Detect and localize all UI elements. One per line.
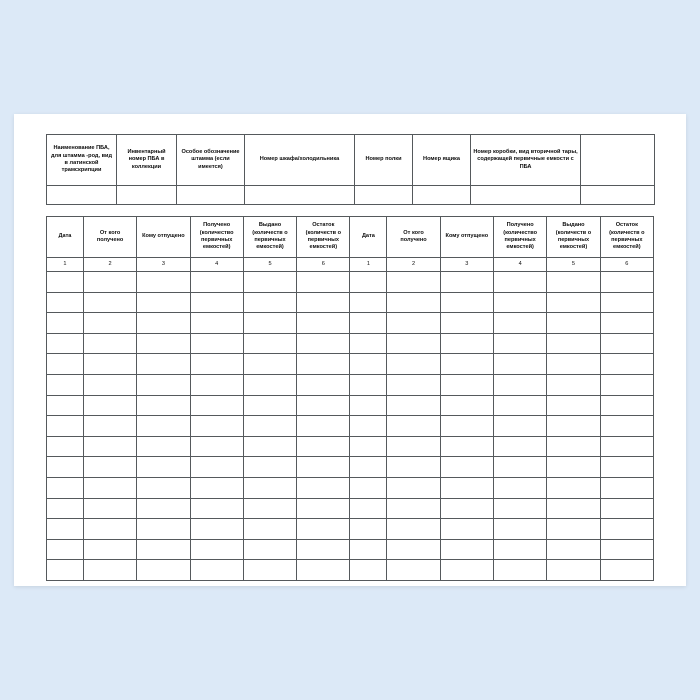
entry-cell[interactable]: [600, 395, 653, 416]
column-number-row: [47, 258, 654, 272]
table-row: [47, 477, 654, 498]
entry-cell[interactable]: [547, 457, 600, 478]
entry-cell[interactable]: [494, 292, 547, 313]
entry-cell[interactable]: [190, 519, 243, 540]
entry-cell[interactable]: [440, 498, 493, 519]
entry-cell[interactable]: [547, 374, 600, 395]
entry-cell[interactable]: [137, 292, 190, 313]
entry-cell[interactable]: [547, 539, 600, 560]
entry-cell[interactable]: [243, 519, 296, 540]
entry-cell[interactable]: [297, 498, 350, 519]
entry-cell[interactable]: [190, 477, 243, 498]
entry-cell[interactable]: [547, 292, 600, 313]
entry-cell[interactable]: [83, 354, 136, 375]
entry-cell[interactable]: [83, 457, 136, 478]
column-number: 2: [83, 258, 136, 272]
entry-cell[interactable]: [350, 436, 387, 457]
entry-cell[interactable]: [494, 519, 547, 540]
column-header-date-left: Дата: [47, 217, 84, 258]
table-row: [47, 519, 654, 540]
entry-cell[interactable]: [387, 519, 440, 540]
entry-cell[interactable]: [243, 457, 296, 478]
entry-cell[interactable]: [83, 416, 136, 437]
column-number: 1: [47, 258, 84, 272]
entry-cell[interactable]: [387, 560, 440, 581]
entry-cell[interactable]: [387, 333, 440, 354]
table-row: [47, 539, 654, 560]
entry-cell[interactable]: [83, 292, 136, 313]
entry-cell[interactable]: [47, 272, 84, 293]
entry-cell[interactable]: [297, 457, 350, 478]
entry-cell[interactable]: [440, 272, 493, 293]
header-cell-cabinet-number: Номер шкафа/холодильника: [245, 135, 355, 186]
entry-cell[interactable]: [350, 477, 387, 498]
entry-cell[interactable]: [47, 292, 84, 313]
entry-cell[interactable]: [243, 313, 296, 334]
entry-cell[interactable]: [137, 436, 190, 457]
entry-cell[interactable]: [297, 436, 350, 457]
entry-cell[interactable]: [190, 560, 243, 581]
entry-cell[interactable]: [47, 519, 84, 540]
entry-cell[interactable]: [600, 272, 653, 293]
entry-cell[interactable]: [137, 498, 190, 519]
entry-cell[interactable]: [137, 354, 190, 375]
entry-cell[interactable]: [83, 539, 136, 560]
header-cell-inventory-number: Инвентарный номер ПБА в коллекции: [117, 135, 177, 186]
entry-cell[interactable]: [297, 272, 350, 293]
entry-cell[interactable]: [440, 416, 493, 437]
entry-cell[interactable]: [243, 477, 296, 498]
entry-cell[interactable]: [47, 457, 84, 478]
entry-cell[interactable]: [83, 560, 136, 581]
entry-cell[interactable]: [413, 186, 471, 205]
entry-cell[interactable]: [47, 395, 84, 416]
column-header-issued-qty-right: Выдано (количеств о первичных емкостей): [547, 217, 600, 258]
entry-cell[interactable]: [494, 374, 547, 395]
header-cell-pba-name: Наименование ПБА, для штамма -род, вид в латинской трамскрипции: [47, 135, 117, 186]
column-number: 6: [600, 258, 653, 272]
table-row: [47, 395, 654, 416]
entry-cell[interactable]: [440, 354, 493, 375]
entry-cell[interactable]: [494, 436, 547, 457]
entry-cell[interactable]: [47, 374, 84, 395]
entry-cell[interactable]: [350, 519, 387, 540]
entry-cell[interactable]: [387, 292, 440, 313]
entry-cell[interactable]: [190, 374, 243, 395]
entry-cell[interactable]: [350, 354, 387, 375]
form-sheet: [46, 134, 654, 581]
entry-cell[interactable]: [600, 519, 653, 540]
entry-cell[interactable]: [600, 354, 653, 375]
entry-cell[interactable]: [547, 416, 600, 437]
entry-cell[interactable]: [494, 416, 547, 437]
entry-cell[interactable]: [494, 395, 547, 416]
entry-cell[interactable]: [243, 560, 296, 581]
entry-cell[interactable]: [297, 519, 350, 540]
entry-cell[interactable]: [243, 333, 296, 354]
entry-cell[interactable]: [387, 354, 440, 375]
entry-cell[interactable]: [350, 560, 387, 581]
entry-cell[interactable]: [350, 313, 387, 334]
entry-cell[interactable]: [547, 272, 600, 293]
register-table: [46, 216, 654, 581]
entry-cell[interactable]: [137, 560, 190, 581]
entry-cell[interactable]: [83, 395, 136, 416]
entry-cell[interactable]: [350, 539, 387, 560]
column-number: 1: [350, 258, 387, 272]
entry-cell[interactable]: [297, 560, 350, 581]
column-number: 3: [137, 258, 190, 272]
entry-cell[interactable]: [137, 313, 190, 334]
entry-cell[interactable]: [297, 395, 350, 416]
entry-cell[interactable]: [387, 477, 440, 498]
entry-cell[interactable]: [297, 416, 350, 437]
table-row: [47, 498, 654, 519]
entry-cell[interactable]: [440, 539, 493, 560]
header-cell-box-number: Номер ящика: [413, 135, 471, 186]
header-cell-secondary-container: Номер коробки, вид вторичной тары, содержащей первичные емкости с ПБА: [471, 135, 581, 186]
column-number: 3: [440, 258, 493, 272]
entry-cell[interactable]: [83, 436, 136, 457]
entry-cell[interactable]: [350, 272, 387, 293]
table-row: [47, 272, 654, 293]
entry-cell[interactable]: [387, 436, 440, 457]
entry-cell[interactable]: [600, 292, 653, 313]
entry-cell[interactable]: [245, 186, 355, 205]
entry-cell[interactable]: [600, 313, 653, 334]
entry-cell[interactable]: [137, 395, 190, 416]
entry-cell[interactable]: [494, 560, 547, 581]
column-number: 5: [243, 258, 296, 272]
entry-cell[interactable]: [137, 374, 190, 395]
entry-cell[interactable]: [547, 519, 600, 540]
entry-cell[interactable]: [137, 477, 190, 498]
header-cell-shelf-number: Номер полки: [355, 135, 413, 186]
entry-cell[interactable]: [547, 560, 600, 581]
entry-cell[interactable]: [137, 333, 190, 354]
entry-cell[interactable]: [190, 539, 243, 560]
entry-cell[interactable]: [547, 498, 600, 519]
entry-cell[interactable]: [83, 313, 136, 334]
entry-cell[interactable]: [47, 186, 117, 205]
entry-cell[interactable]: [387, 539, 440, 560]
entry-cell[interactable]: [190, 395, 243, 416]
entry-cell[interactable]: [83, 498, 136, 519]
entry-cell[interactable]: [387, 272, 440, 293]
entry-cell[interactable]: [47, 498, 84, 519]
table-row: [47, 333, 654, 354]
entry-cell[interactable]: [190, 416, 243, 437]
table-header-row: [47, 217, 654, 258]
entry-cell[interactable]: [494, 457, 547, 478]
column-number: 4: [494, 258, 547, 272]
table-row: [47, 135, 655, 186]
entry-cell[interactable]: [190, 292, 243, 313]
entry-cell[interactable]: [137, 519, 190, 540]
entry-cell[interactable]: [494, 539, 547, 560]
table-row: [47, 292, 654, 313]
entry-cell[interactable]: [83, 477, 136, 498]
entry-cell[interactable]: [190, 457, 243, 478]
entry-cell[interactable]: [387, 374, 440, 395]
entry-cell[interactable]: [440, 313, 493, 334]
entry-cell[interactable]: [350, 292, 387, 313]
header-cell-special-designation: Особое обозначение штамма (если имеется): [177, 135, 245, 186]
entry-cell[interactable]: [494, 354, 547, 375]
entry-cell[interactable]: [297, 374, 350, 395]
header-cell-extra: [581, 135, 655, 186]
entry-cell[interactable]: [600, 498, 653, 519]
entry-cell[interactable]: [243, 354, 296, 375]
entry-cell[interactable]: [547, 477, 600, 498]
entry-cell[interactable]: [350, 498, 387, 519]
entry-cell[interactable]: [600, 539, 653, 560]
entry-cell[interactable]: [350, 333, 387, 354]
entry-cell[interactable]: [243, 416, 296, 437]
entry-cell[interactable]: [47, 333, 84, 354]
column-header-issued-qty-left: Выдано (количеств о первичных емкостей): [243, 217, 296, 258]
entry-cell[interactable]: [243, 498, 296, 519]
header-table: [46, 134, 655, 205]
entry-cell[interactable]: [600, 560, 653, 581]
entry-cell[interactable]: [47, 539, 84, 560]
table-row: [47, 560, 654, 581]
entry-cell[interactable]: [137, 457, 190, 478]
table-row: [47, 416, 654, 437]
entry-cell[interactable]: [83, 333, 136, 354]
entry-cell[interactable]: [47, 560, 84, 581]
entry-cell[interactable]: [190, 313, 243, 334]
column-header-received-qty-left: Получено (количество первичных емкостей): [190, 217, 243, 258]
entry-cell[interactable]: [190, 272, 243, 293]
entry-cell[interactable]: [600, 416, 653, 437]
entry-cell[interactable]: [297, 477, 350, 498]
entry-cell[interactable]: [440, 477, 493, 498]
entry-cell[interactable]: [350, 457, 387, 478]
entry-cell[interactable]: [190, 498, 243, 519]
column-number: 2: [387, 258, 440, 272]
column-number: 5: [547, 258, 600, 272]
table-row: [47, 313, 654, 334]
entry-cell[interactable]: [387, 313, 440, 334]
entry-cell[interactable]: [350, 395, 387, 416]
entry-cell[interactable]: [494, 333, 547, 354]
entry-cell[interactable]: [600, 333, 653, 354]
entry-cell[interactable]: [387, 395, 440, 416]
entry-cell[interactable]: [47, 416, 84, 437]
column-header-date-right: Дата: [350, 217, 387, 258]
entry-cell[interactable]: [190, 436, 243, 457]
column-number: 4: [190, 258, 243, 272]
entry-cell[interactable]: [297, 354, 350, 375]
entry-cell[interactable]: [387, 498, 440, 519]
entry-cell[interactable]: [137, 539, 190, 560]
entry-cell[interactable]: [471, 186, 581, 205]
entry-cell[interactable]: [47, 354, 84, 375]
entry-cell[interactable]: [297, 333, 350, 354]
entry-cell[interactable]: [440, 374, 493, 395]
entry-cell[interactable]: [47, 313, 84, 334]
entry-cell[interactable]: [350, 416, 387, 437]
entry-cell[interactable]: [47, 477, 84, 498]
entry-cell[interactable]: [83, 272, 136, 293]
entry-cell[interactable]: [440, 333, 493, 354]
entry-cell[interactable]: [243, 539, 296, 560]
entry-cell[interactable]: [547, 313, 600, 334]
entry-cell[interactable]: [47, 436, 84, 457]
column-header-issued-to-right: Кому отпущено: [440, 217, 493, 258]
entry-cell[interactable]: [440, 292, 493, 313]
table-row: [47, 457, 654, 478]
column-header-received-qty-right: Получено (количество первичных емкостей): [494, 217, 547, 258]
entry-cell[interactable]: [440, 519, 493, 540]
entry-cell[interactable]: [297, 292, 350, 313]
entry-cell[interactable]: [547, 354, 600, 375]
entry-cell[interactable]: [190, 354, 243, 375]
entry-cell[interactable]: [83, 374, 136, 395]
entry-cell[interactable]: [494, 477, 547, 498]
entry-cell[interactable]: [243, 374, 296, 395]
entry-cell[interactable]: [440, 395, 493, 416]
entry-cell[interactable]: [137, 272, 190, 293]
entry-cell[interactable]: [600, 477, 653, 498]
entry-cell[interactable]: [387, 416, 440, 437]
entry-cell[interactable]: [243, 436, 296, 457]
table-row: [47, 374, 654, 395]
entry-cell[interactable]: [137, 416, 190, 437]
entry-cell[interactable]: [600, 457, 653, 478]
column-number: 6: [297, 258, 350, 272]
entry-cell[interactable]: [547, 395, 600, 416]
entry-cell[interactable]: [177, 186, 245, 205]
entry-cell[interactable]: [355, 186, 413, 205]
entry-cell[interactable]: [243, 272, 296, 293]
entry-cell[interactable]: [494, 272, 547, 293]
column-header-received-from-right: От кого получено: [387, 217, 440, 258]
column-header-balance-right: Остаток (количеств о первичных емкостей): [600, 217, 653, 258]
entry-cell[interactable]: [387, 457, 440, 478]
entry-cell[interactable]: [350, 374, 387, 395]
entry-cell[interactable]: [297, 313, 350, 334]
entry-cell[interactable]: [494, 313, 547, 334]
entry-cell[interactable]: [243, 292, 296, 313]
entry-cell[interactable]: [494, 498, 547, 519]
entry-cell[interactable]: [440, 457, 493, 478]
entry-cell[interactable]: [83, 519, 136, 540]
column-header-received-from-left: От кого получено: [83, 217, 136, 258]
table-row: [47, 354, 654, 375]
entry-cell[interactable]: [297, 539, 350, 560]
entry-cell[interactable]: [190, 333, 243, 354]
entry-cell[interactable]: [117, 186, 177, 205]
column-header-balance-left: Остаток (количеств о первичных емкостей): [297, 217, 350, 258]
entry-cell[interactable]: [547, 436, 600, 457]
column-header-issued-to-left: Кому отпущено: [137, 217, 190, 258]
entry-cell[interactable]: [600, 436, 653, 457]
table-row: [47, 186, 655, 205]
entry-cell[interactable]: [547, 333, 600, 354]
table-row: [47, 436, 654, 457]
entry-cell[interactable]: [600, 374, 653, 395]
entry-cell[interactable]: [581, 186, 655, 205]
entry-cell[interactable]: [243, 395, 296, 416]
entry-cell[interactable]: [440, 436, 493, 457]
entry-cell[interactable]: [440, 560, 493, 581]
paper-page: [14, 114, 686, 586]
